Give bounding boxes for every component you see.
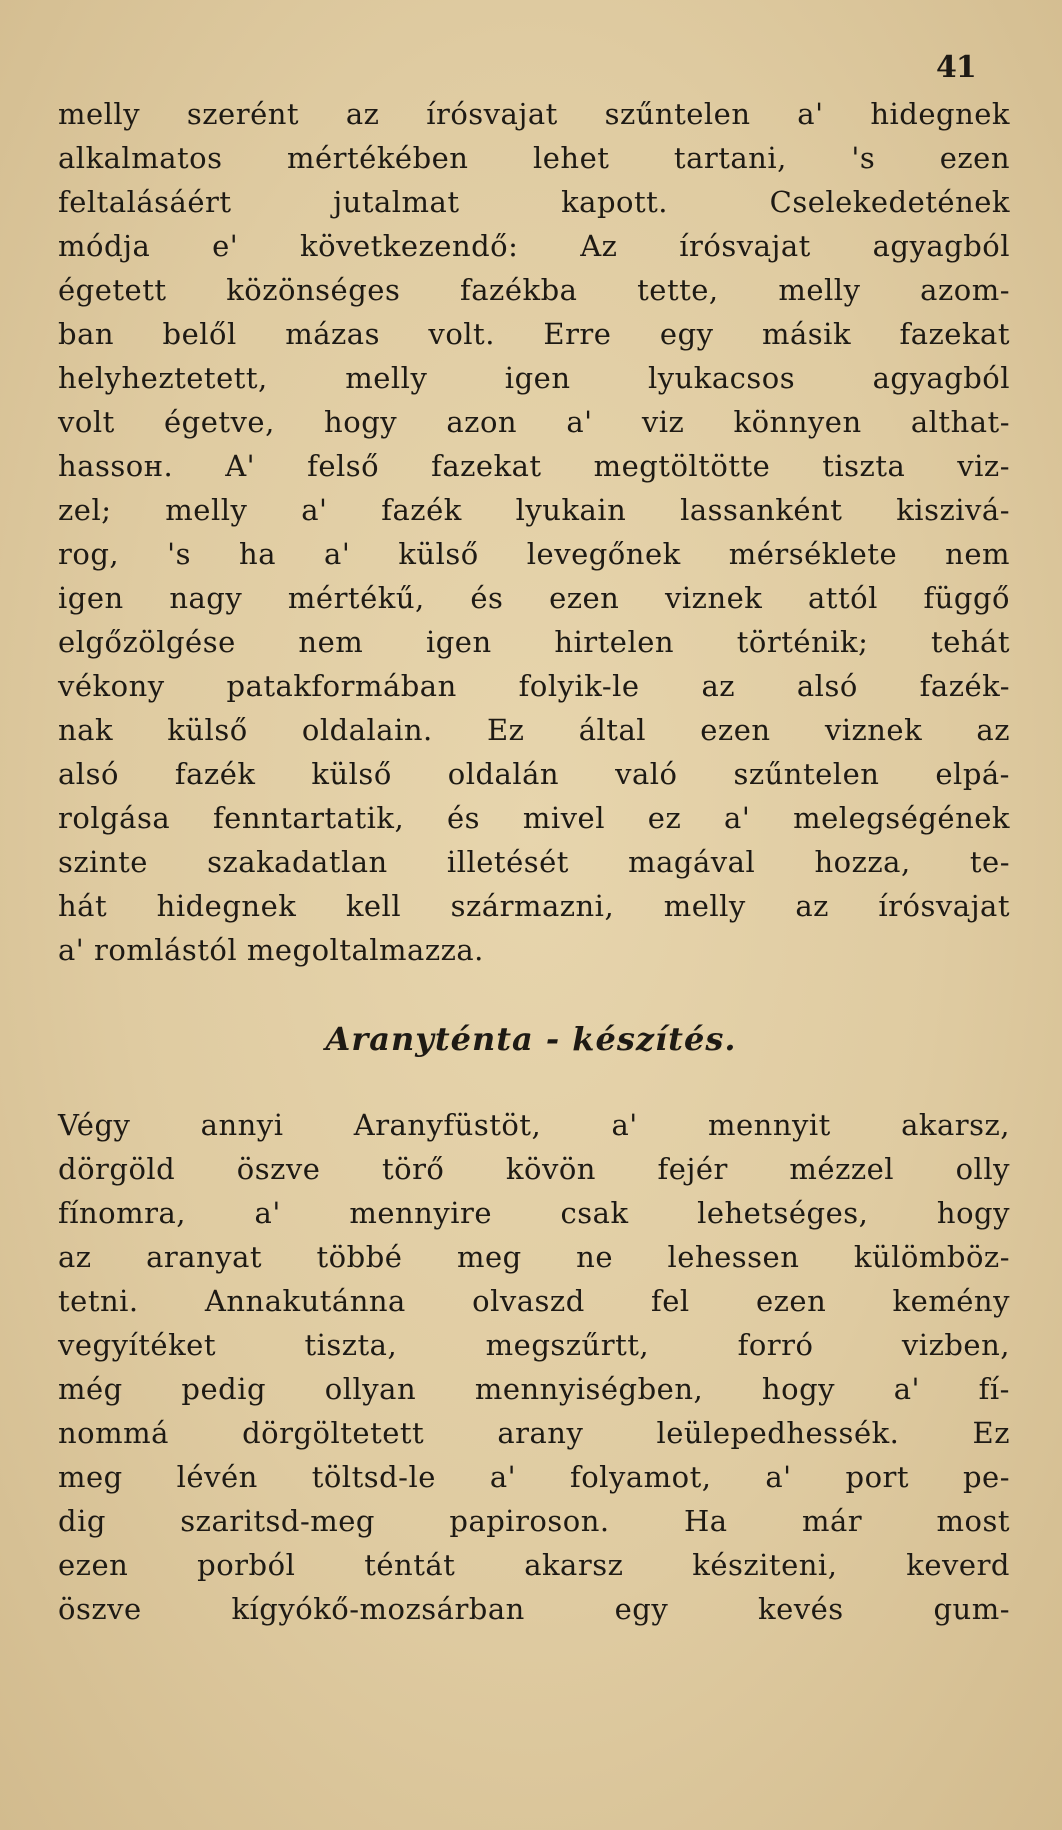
text-line: rolgása fenntartatik, és mivel ez a' melegségének: [58, 801, 1010, 835]
text-line: öszve kígyókő-mozsárban egy kevés gum-: [58, 1592, 1010, 1626]
text-line: vegyítéket tiszta, megszűrtt, forró vizben,: [58, 1328, 1010, 1362]
page-number: 41: [936, 50, 976, 85]
text-line: égetett közönséges fazékba tette, melly azom-: [58, 273, 1010, 307]
text-line: dig szaritsd-meg papiroson. Ha már most: [58, 1504, 1010, 1538]
text-line: vékony patakformában folyik-le az alsó fazék-: [58, 669, 1010, 703]
text-line: hassoн. A' felső fazekat megtöltötte tiszta viz-: [58, 449, 1010, 483]
text-line: ezen porból téntát akarsz késziteni, keverd: [58, 1548, 1010, 1582]
text-line: volt égetve, hogy azon a' viz könnyen althat-: [58, 405, 1010, 439]
text-line: rog, 's ha a' külső levegőnek mérséklete nem: [58, 537, 1010, 571]
text-line: a' romlástól megoltalmazza.: [58, 933, 484, 967]
text-line: dörgöld öszve törő kövön fejér mézzel olly: [58, 1152, 1010, 1186]
text-line: az aranyat többé meg ne lehessen külömböz-: [58, 1240, 1010, 1274]
paragraph-recipe: [58, 1103, 1010, 1631]
text-line: módja e' következendő: Az írósvajat agyagból: [58, 229, 1010, 263]
text-line: nommá dörgöltetett arany leülepedhessék. Ez: [58, 1416, 1010, 1450]
text-line: Végy annyi Aranyfüstöt, a' mennyit akarsz,: [58, 1108, 1010, 1142]
text-line: alkalmatos mértékében lehet tartani, 's ezen: [58, 141, 1010, 175]
text-line: elgőzölgése nem igen hirtelen történik; tehát: [58, 625, 1010, 659]
section-heading: Aranyténta - készítés.: [325, 1020, 737, 1058]
text-line: meg lévén töltsd-le a' folyamot, a' port pe-: [58, 1460, 1010, 1494]
text-line: zel; melly a' fazék lyukain lassanként kiszivá-: [58, 493, 1010, 527]
text-line: feltalásáért jutalmat kapott. Cselekedetének: [58, 185, 1010, 219]
text-line: fínomra, a' mennyire csak lehetséges, hogy: [58, 1196, 1010, 1230]
text-line: alsó fazék külső oldalán való szűntelen elpá-: [58, 757, 1010, 791]
text-line: hát hidegnek kell származni, melly az írósvajat: [58, 889, 1010, 923]
text-line: igen nagy mértékű, és ezen viznek attól függő: [58, 581, 1010, 615]
text-line: nak külső oldalain. Ez által ezen viznek az: [58, 713, 1010, 747]
text-line: még pedig ollyan mennyiségben, hogy a' fí-: [58, 1372, 1010, 1406]
text-line: szinte szakadatlan illetését magával hozza, te-: [58, 845, 1010, 879]
text-line: melly szerént az írósvajat szűntelen a' hidegnek: [58, 97, 1010, 131]
text-line: tetni. Annakutánna olvaszd fel ezen kemény: [58, 1284, 1010, 1318]
paragraph-continuation: [58, 92, 1010, 972]
text-line: helyheztetett, melly igen lyukacsos agyagból: [58, 361, 1010, 395]
text-line: ban belől mázas volt. Erre egy másik fazekat: [58, 317, 1010, 351]
